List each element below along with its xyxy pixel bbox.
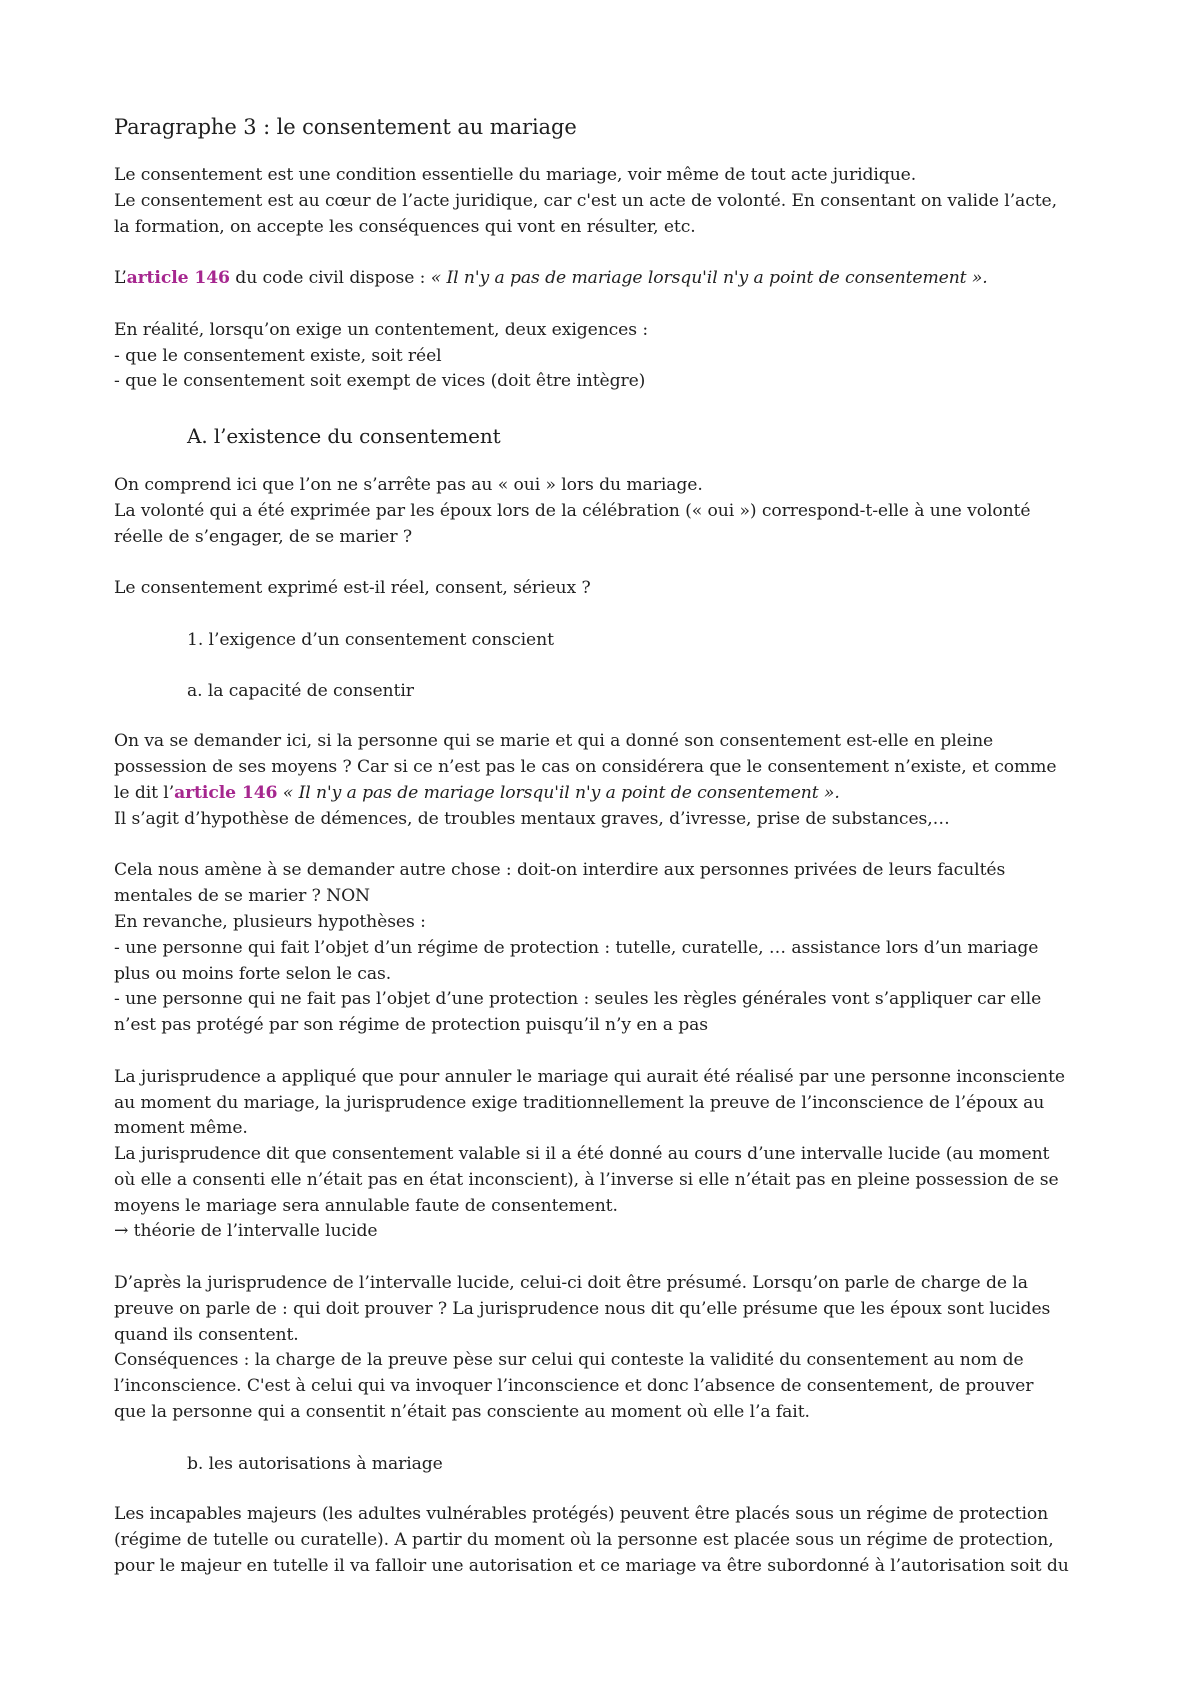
capacite-paragraph xyxy=(114,729,1100,832)
text-line: moyens le mariage sera annulable faute de consentement. xyxy=(114,1195,618,1216)
section-heading-a: A. l’existence du consentement xyxy=(187,423,501,448)
article-reference: article 146 xyxy=(174,782,278,803)
facultes-paragraph xyxy=(114,858,1100,1039)
text-line: pour le majeur en tutelle il va falloir une autorisation et ce mariage va être subordonné à l’autorisation soit du xyxy=(114,1556,1069,1577)
article-quote: « Il n'y a pas de mariage lorsqu'il n'y a point de consentement ». xyxy=(277,782,840,803)
list-item: - une personne qui ne fait pas l’objet d’une protection : seules les règles générales vont s’appliquer car elle xyxy=(114,989,1042,1010)
subsection-heading-b: b. les autorisations à mariage xyxy=(187,1453,443,1474)
text-line: quand ils consentent. xyxy=(114,1324,299,1345)
intro-paragraph xyxy=(114,163,1100,240)
text-line: La jurisprudence a appliqué que pour annuler le mariage qui aurait été réalisé par une personne inconsciente xyxy=(114,1066,1065,1087)
text-line: mentales de se marier ? NON xyxy=(114,886,370,907)
text-line: où elle a consenti elle n’était pas en état inconscient), à l’inverse si elle n’était pas en pleine possession de se xyxy=(114,1169,1059,1190)
text-line: que la personne qui a consentit n’était pas consciente au moment où elle l’a fait. xyxy=(114,1402,810,1423)
text-line: On comprend ici que l’on ne s’arrête pas au « oui » lors du mariage. xyxy=(114,474,703,495)
text-line: l’inconscience. C'est à celui qui va invoquer l’inconscience et donc l’absence de consentement, de prouver xyxy=(114,1376,1034,1397)
subsection-heading-1: 1. l’exigence d’un consentement conscient xyxy=(187,629,554,650)
text-line: Conséquences : la charge de la preuve pèse sur celui qui conteste la validité du consentement au nom de xyxy=(114,1350,1024,1371)
text-line: Les incapables majeurs (les adultes vulnérables protégés) peuvent être placés sous un régime de protection xyxy=(114,1504,1049,1525)
text-line: n’est pas protégé par son régime de protection puisqu’il n’y en a pas xyxy=(114,1015,709,1036)
text-line: preuve on parle de : qui doit prouver ? La jurisprudence nous dit qu’elle présume que les époux sont lucides xyxy=(114,1298,1051,1319)
text-fragment: du code civil dispose : xyxy=(229,268,431,289)
exigences-paragraph xyxy=(114,318,1100,395)
text-line: En réalité, lorsqu’on exige un contentement, deux exigences : xyxy=(114,319,649,340)
text-line: moment même. xyxy=(114,1118,248,1139)
text-line: la formation, on accepte les conséquences qui vont en résulter, etc. xyxy=(114,216,696,237)
autorisations-paragraph xyxy=(114,1502,1100,1579)
text-line: (régime de tutelle ou curatelle). A partir du moment où la personne est placée sous un régime de protection, xyxy=(114,1530,1054,1551)
text-line: La jurisprudence dit que consentement valable si il a été donné au cours d’une intervalle lucide (au moment xyxy=(114,1144,1050,1165)
list-item: - une personne qui fait l’objet d’un régime de protection : tutelle, curatelle, … assistance lors d’un mariage xyxy=(114,937,1039,958)
text-line: En revanche, plusieurs hypothèses : xyxy=(114,911,426,932)
list-item: - que le consentement soit exempt de vices (doit être intègre) xyxy=(114,371,646,392)
text-line: On va se demander ici, si la personne qui se marie et qui a donné son consentement est-elle en pleine xyxy=(114,731,994,752)
article-quote-paragraph xyxy=(114,266,1100,292)
text-line: plus ou moins forte selon le cas. xyxy=(114,963,392,984)
text-line: Le consentement est une condition essentielle du mariage, voir même de tout acte juridique. xyxy=(114,165,917,185)
text-line: au moment du mariage, la jurisprudence exige traditionnellement la preuve de l’inconscience de l’époux au xyxy=(114,1092,1045,1113)
text-line: possession de ses moyens ? Car si ce n’est pas le cas on considérera que le consentement n’existe, et comme xyxy=(114,757,1057,778)
question-paragraph: Le consentement exprimé est-il réel, consent, sérieux ? xyxy=(114,578,591,599)
text-line: D’après la jurisprudence de l’intervalle lucide, celui-ci doit être présumé. Lorsqu’on parle de charge de la xyxy=(114,1273,1028,1294)
existence-paragraph xyxy=(114,473,1100,550)
list-item: - que le consentement existe, soit réel xyxy=(114,345,442,366)
text-line: réelle de s’engager, de se marier ? xyxy=(114,526,412,547)
text-line: Le consentement est au cœur de l’acte juridique, car c'est un acte de volonté. En consentant on valide l’acte, xyxy=(114,190,1057,211)
text-line: Cela nous amène à se demander autre chose : doit-on interdire aux personnes privées de leurs facultés xyxy=(114,860,1006,881)
text-line: → théorie de l’intervalle lucide xyxy=(114,1221,378,1242)
article-reference: article 146 xyxy=(126,268,230,289)
intervalle-paragraph xyxy=(114,1271,1100,1426)
text-line: La volonté qui a été exprimée par les époux lors de la célébration (« oui ») correspond-t-elle à une volonté xyxy=(114,500,1031,521)
text-fragment: le dit l’ xyxy=(114,782,175,803)
text-fragment: L’ xyxy=(114,268,127,289)
jurisprudence-paragraph xyxy=(114,1065,1100,1246)
page-title: Paragraphe 3 : le consentement au mariage xyxy=(114,115,577,139)
text-line: Il s’agit d’hypothèse de démences, de troubles mentaux graves, d’ivresse, prise de substances,… xyxy=(114,808,950,829)
article-quote: « Il n'y a pas de mariage lorsqu'il n'y a point de consentement ». xyxy=(430,268,988,289)
text-line xyxy=(114,781,1100,807)
subsection-heading-a: a. la capacité de consentir xyxy=(187,680,414,701)
